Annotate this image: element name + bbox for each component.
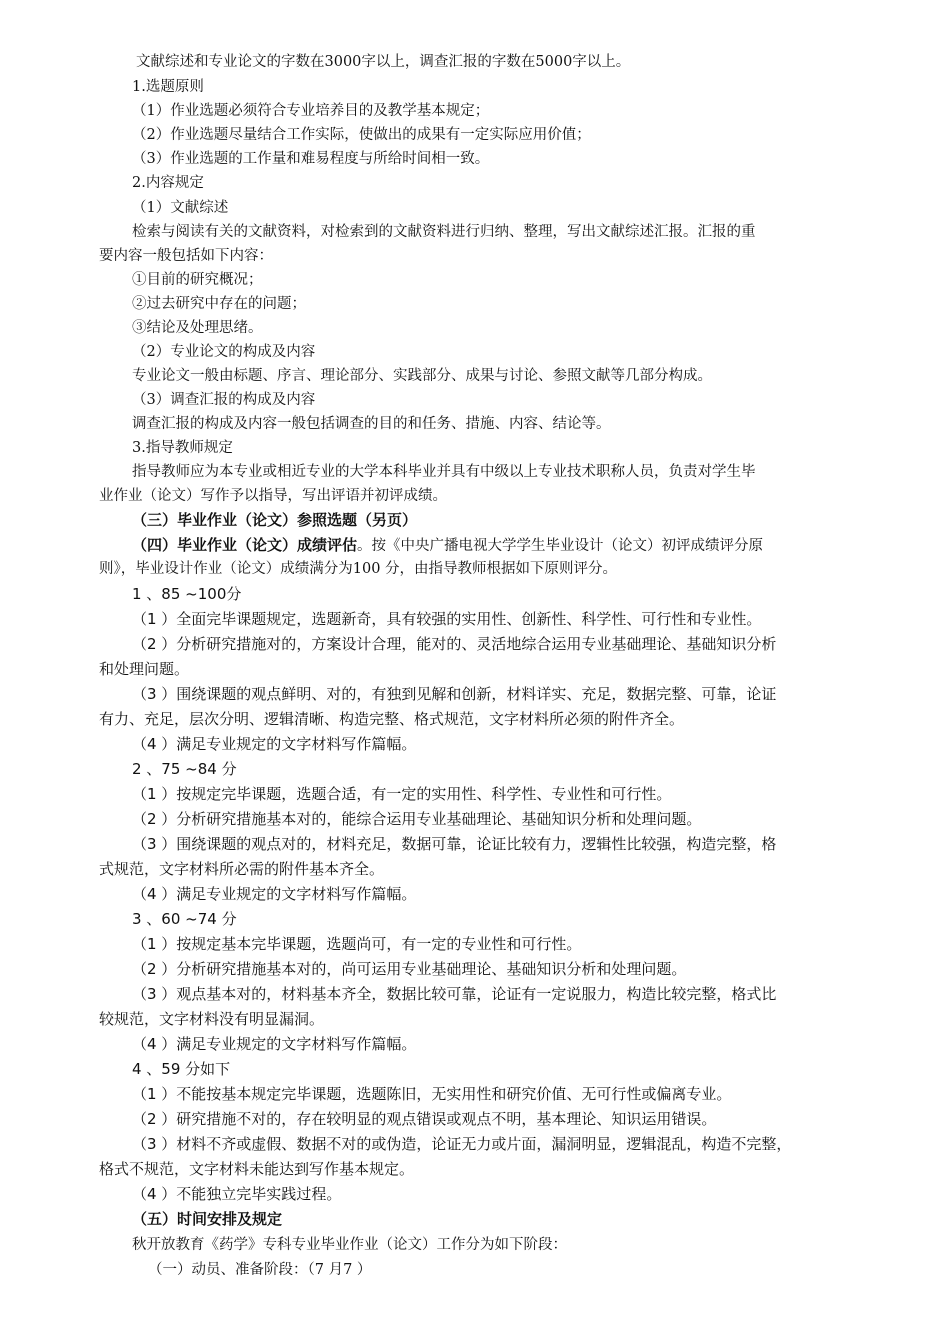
list-item: （3 ）围绕课题的观点鲜明、对的，有独到见解和创新，材料详实、充足，数据完整、可靠，论证 bbox=[132, 685, 777, 703]
body-text-line: 指导教师应为本专业或相近专业的大学本科毕业并具有中级以上专业技术职称人员，负责对学生毕 bbox=[132, 464, 756, 480]
body-text-line: 则》，毕业设计作业（论文）成绩满分为100 分，由指导教师根据如下原则评分。 bbox=[99, 561, 618, 577]
list-item: （2 ）分析研究措施对的，方案设计合理，能对的、灵活地综合运用专业基础理论、基础知识分析 bbox=[132, 635, 777, 653]
list-item: （4 ）满足专业规定的文字材料写作篇幅。 bbox=[132, 735, 417, 753]
body-text-line: 专业论文一般由标题、序言、理论部分、实践部分、成果与讨论、参照文献等几部分构成。 bbox=[132, 368, 712, 384]
grade-heading: 1 、85 ~100分 bbox=[132, 585, 242, 603]
list-item: （2 ）研究措施不对的，存在较明显的观点错误或观点不明，基本理论、知识运用错误。 bbox=[132, 1110, 717, 1128]
part-heading: （四）毕业作业（论文）成绩评估 bbox=[132, 536, 358, 554]
list-item: （4 ）不能独立完毕实践过程。 bbox=[132, 1185, 342, 1203]
part-heading: （三）毕业作业（论文）参照选题（另页） bbox=[132, 511, 418, 529]
list-item: （4 ）满足专业规定的文字材料写作篇幅。 bbox=[132, 885, 417, 903]
body-text-line: 检索与阅读有关的文献资料，对检索到的文献资料进行归纳、整理，写出文献综述汇报。汇报的重 bbox=[132, 224, 756, 240]
list-item: （1 ）不能按基本规定完毕课题，选题陈旧，无实用性和研究价值、无可行性或偏离专业。 bbox=[132, 1085, 732, 1103]
list-item: （2 ）分析研究措施基本对的，尚可运用专业基础理论、基础知识分析和处理问题。 bbox=[132, 960, 687, 978]
stage-heading: （一）动员、准备阶段：（7 月7 ） bbox=[148, 1262, 372, 1278]
subsection-heading: （1）文献综述 bbox=[132, 200, 229, 216]
body-text-line: 要内容一般包括如下内容： bbox=[99, 248, 273, 264]
list-item-continuation: 格式不规范，文字材料未能达到写作基本规定。 bbox=[99, 1160, 415, 1178]
list-item: （3 ）围绕课题的观点对的，材料充足，数据可靠，论证比较有力，逻辑性比较强，构造完整，格 bbox=[132, 835, 777, 853]
grade-heading: 2 、75 ~84 分 bbox=[132, 760, 237, 778]
list-item: （4 ）满足专业规定的文字材料写作篇幅。 bbox=[132, 1035, 417, 1053]
part-heading: （五）时间安排及规定 bbox=[132, 1210, 283, 1228]
body-text-line: 秋开放教育《药学》专科专业毕业作业（论文）工作分为如下阶段： bbox=[132, 1237, 567, 1253]
section-heading: 1.选题原则 bbox=[132, 79, 204, 95]
list-item: （1 ）按规定完毕课题，选题合适，有一定的实用性、科学性、专业性和可行性。 bbox=[132, 785, 672, 803]
grade-heading: 3 、60 ~74 分 bbox=[132, 910, 237, 928]
paragraph-line bbox=[132, 533, 763, 557]
list-item-continuation: 式规范，文字材料所必需的附件基本齐全。 bbox=[99, 860, 385, 878]
list-item-continuation: 较规范，文字材料没有明显漏洞。 bbox=[99, 1010, 325, 1028]
list-item: （3 ）观点基本对的，材料基本齐全，数据比较可靠，论证有一定说服力，构造比较完整，格式比 bbox=[132, 985, 777, 1003]
list-item: （1 ）按规定基本完毕课题，选题尚可，有一定的专业性和可行性。 bbox=[132, 935, 582, 953]
list-item: （3）作业选题的工作量和难易程度与所给时间相一致。 bbox=[132, 151, 490, 167]
list-item: （2 ）分析研究措施基本对的，能综合运用专业基础理论、基础知识分析和处理问题。 bbox=[132, 810, 702, 828]
body-text-line: 文献综述和专业论文的字数在3000字以上，调查汇报的字数在5000字以上。 bbox=[136, 54, 631, 70]
list-item-continuation: 和处理问题。 bbox=[99, 660, 190, 678]
list-item: （2）作业选题尽量结合工作实际，使做出的成果有一定实际应用价值； bbox=[132, 127, 591, 143]
subsection-heading: （2）专业论文的构成及内容 bbox=[132, 344, 316, 360]
subsection-heading: （3）调查汇报的构成及内容 bbox=[132, 392, 316, 408]
section-heading: 2.内容规定 bbox=[132, 175, 204, 191]
section-heading: 3.指导教师规定 bbox=[132, 440, 233, 456]
body-text-line: 调查汇报的构成及内容一般包括调查的目的和任务、措施、内容、结论等。 bbox=[132, 416, 611, 432]
list-item: ②过去研究中存在的问题； bbox=[132, 296, 306, 312]
list-item: ③结论及处理思绪。 bbox=[132, 320, 263, 336]
list-item: （1）作业选题必须符合专业培养目的及教学基本规定； bbox=[132, 103, 490, 119]
list-item: （1 ）全面完毕课题规定，选题新奇，具有较强的实用性、创新性、科学性、可行性和专业性。 bbox=[132, 610, 762, 628]
body-text-line: 。按《中央广播电视大学学生毕业设计（论文）初评成绩评分原 bbox=[357, 538, 764, 554]
list-item: （3 ）材料不齐或虚假、数据不对的或伪造，论证无力或片面，漏洞明显，逻辑混乱，构造不完整， bbox=[132, 1135, 792, 1153]
list-item-continuation: 有力、充足，层次分明、逻辑清晰、构造完整、格式规范，文字材料所必须的附件齐全。 bbox=[99, 710, 685, 728]
grade-heading: 4 、59 分如下 bbox=[132, 1060, 231, 1078]
list-item: ①目前的研究概况； bbox=[132, 272, 263, 288]
body-text-line: 业作业（论文）写作予以指导，写出评语并初评成绩。 bbox=[99, 488, 447, 504]
